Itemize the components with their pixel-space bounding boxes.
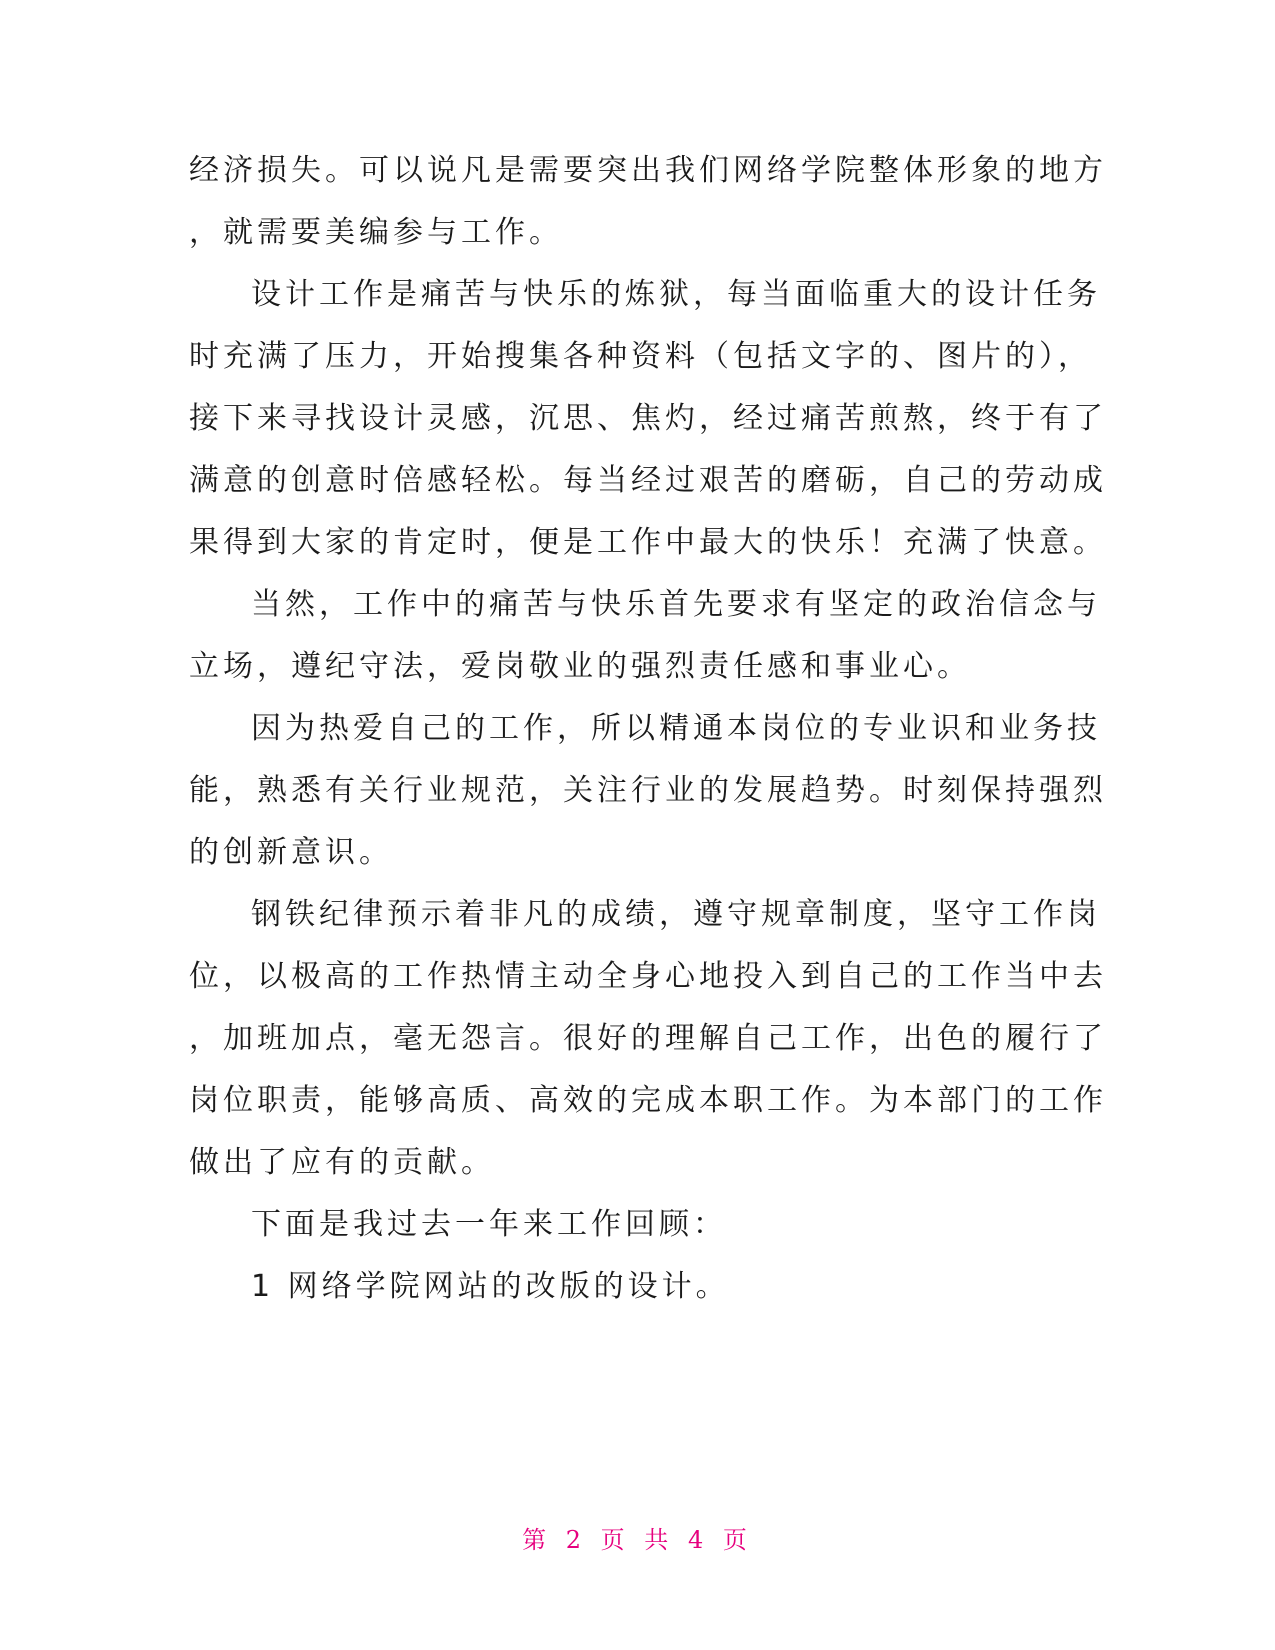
text-line: 能，熟悉有关行业规范，关注行业的发展趋势。时刻保持强烈 [189,773,1107,808]
text-line: 时充满了压力，开始搜集各种资料（包括文字的、图片的）， [189,339,1092,374]
text-line: 设计工作是痛苦与快乐的炼狱，每当面临重大的设计任务 [251,277,1101,312]
text-line: 下面是我过去一年来工作回顾： [251,1207,727,1242]
text-line: 果得到大家的肯定时，便是工作中最大的快乐！充满了快意。 [189,525,1107,560]
text-line: 钢铁纪律预示着非凡的成绩，遵守规章制度，坚守工作岗 [251,897,1101,932]
text-line: ，加班加点，毫无怨言。很好的理解自己工作，出色的履行了 [189,1021,1107,1056]
text-line: 立场，遵纪守法，爱岗敬业的强烈责任感和事业心。 [189,649,971,684]
text-line: 的创新意识。 [189,835,393,870]
page-number-footer: 第 2 页 共 4 页 [522,1526,753,1554]
document-body [189,140,1107,1318]
text-line: 岗位职责，能够高质、高效的完成本职工作。为本部门的工作 [189,1083,1107,1118]
text-line: 位，以极高的工作热情主动全身心地投入到自己的工作当中去 [189,959,1107,994]
text-line: 1 网络学院网站的改版的设计。 [251,1269,730,1304]
text-line: ，就需要美编参与工作。 [189,215,563,250]
text-line: 因为热爱自己的工作，所以精通本岗位的专业识和业务技 [251,711,1101,746]
text-line: 当然，工作中的痛苦与快乐首先要求有坚定的政治信念与 [251,587,1101,622]
text-line: 接下来寻找设计灵感，沉思、焦灼，经过痛苦煎熬，终于有了 [189,401,1107,436]
text-line: 满意的创意时倍感轻松。每当经过艰苦的磨砺，自己的劳动成 [189,463,1107,498]
text-line: 经济损失。可以说凡是需要突出我们网络学院整体形象的地方 [189,153,1107,188]
text-line: 做出了应有的贡献。 [189,1145,495,1180]
